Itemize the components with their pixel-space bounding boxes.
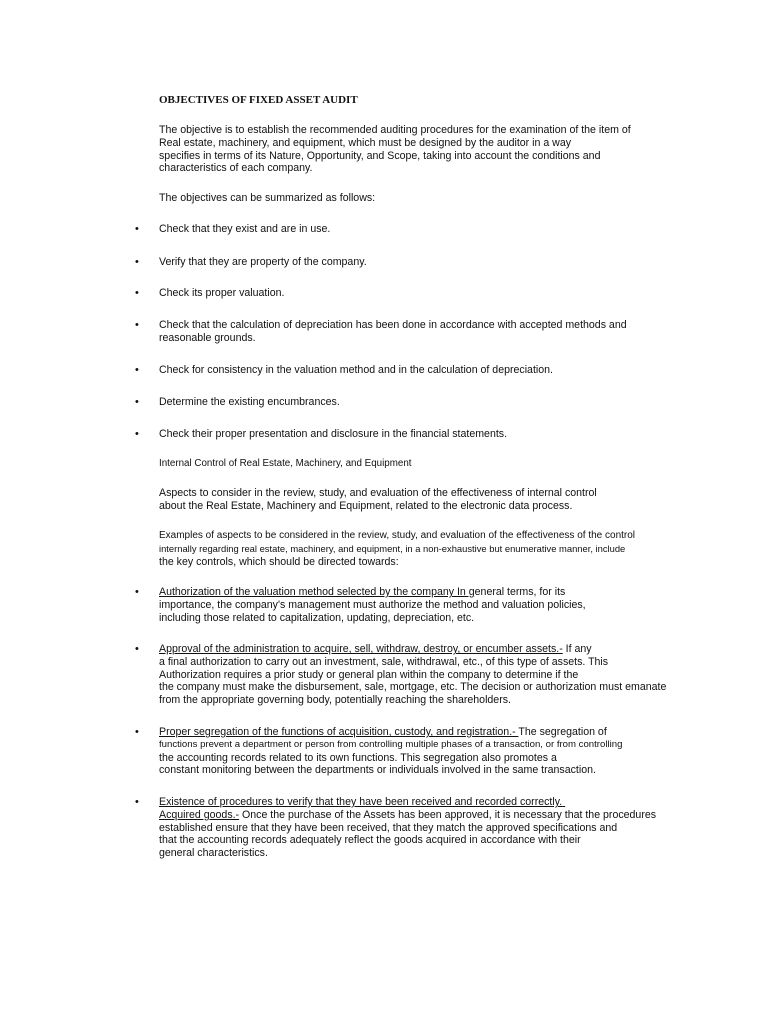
objective-item [159,287,699,300]
control-item [159,643,699,707]
objective-item [159,223,699,236]
control-item [159,586,699,624]
objective-line: Check that they exist and are in use. [159,223,331,235]
control-subheading: Acquired goods.- [159,808,240,821]
section-subheading: Internal Control of Real Estate, Machinery, and Equipment [159,458,412,469]
control-text: eneral terms, for its [474,586,566,598]
intro-line: The objective is to establish the recommended auditing procedures for the examination of the item of [159,124,631,136]
intro-line: Real estate, machinery, and equipment, which must be designed by the auditor in a way [159,136,572,149]
page-title: OBJECTIVES OF FIXED ASSET AUDIT [159,94,358,106]
bullet-marker: • [135,643,139,655]
control-line: functions prevent a department or person from controlling multiple phases of a transaction, or from controlling [159,738,623,750]
control-item [159,726,699,777]
control-text: If any [562,643,592,655]
control-line: the company must make the disbursement, sale, mortgage, etc. The decision or authorization must emanate [159,681,667,694]
control-line: importance, the company's management must authorize the method and valuation policies, [159,598,586,611]
bullet-marker: • [135,223,139,235]
objective-item [159,319,699,345]
bullet-marker: • [135,428,139,440]
objective-line: Determine the existing encumbrances. [159,396,340,408]
examples-line: the key controls, which should be directed towards: [159,555,399,568]
objective-line: Verify that they are property of the company. [159,256,367,268]
control-line: established ensure that they have been received, that they match the approved specifications and [159,821,618,834]
control-line: constant monitoring between the departments or individuals involved in the same transaction. [159,764,596,777]
objective-line: Check that the calculation of depreciation has been done in accordance with accepted methods and [159,319,627,331]
bullet-marker: • [135,796,139,808]
control-line: general characteristics. [159,847,268,860]
bullet-marker: • [135,319,139,331]
bullet-marker: • [135,364,139,376]
control-line: from the appropriate governing body, potentially reaching the shareholders. [159,694,511,707]
aspects-line: about the Real Estate, Machinery and Equipment, related to the electronic data process. [159,499,573,512]
aspects-line: Aspects to consider in the review, study, and evaluation of the effectiveness of internal control [159,487,597,499]
intro-line: specifies in terms of its Nature, Opportunity, and Scope, taking into account the conditions and [159,149,601,162]
objective-item [159,364,699,377]
control-heading: Approval of the administration to acquire, sell, withdraw, destroy, or encumber assets.- [159,643,563,655]
bullet-marker: • [135,586,139,598]
control-heading: Proper segregation of the functions of acquisition, custody, and registration.- [159,726,519,738]
objective-line: Check its proper valuation. [159,287,285,299]
control-line: the accounting records related to its own functions. This segregation also promotes a [159,751,557,764]
control-line: that the accounting records adequately reflect the goods acquired in accordance with their [159,834,581,847]
control-text: The segregation of [518,726,607,738]
examples-paragraph [159,530,699,568]
bullet-marker: • [135,396,139,408]
objective-item [159,428,699,441]
control-line: Authorization requires a prior study or general plan within the company to determine if the [159,668,579,681]
objective-item [159,256,699,269]
objective-line: reasonable grounds. [159,331,256,344]
objective-item [159,396,699,409]
control-heading: Existence of procedures to verify that they have been received and recorded correctly. [159,796,563,808]
objective-line: Check their proper presentation and disclosure in the financial statements. [159,428,508,440]
bullet-marker: • [135,726,139,738]
examples-line: Examples of aspects to be considered in the review, study, and evaluation of the effectiveness of the control [159,530,636,541]
intro-line: characteristics of each company. [159,162,313,175]
summary-intro: The objectives can be summarized as follows: [159,192,376,204]
control-line: including those related to capitalization, updating, depreciation, etc. [159,611,475,624]
underline-blank [562,796,640,809]
bullet-marker: • [135,287,139,299]
control-line: a final authorization to carry out an investment, sale, withdrawal, etc., of this type of assets. This [159,655,609,668]
control-text: Once the purchase of the Assets has been approved, it is necessary that the procedures [239,808,657,821]
control-heading: Authorization of the valuation method selected by the company In g [159,586,475,598]
aspects-paragraph [159,487,699,513]
examples-line: internally regarding real estate, machinery, and equipment, in a non-exhaustive but enumerative manner, include [159,542,626,554]
objective-line: Check for consistency in the valuation method and in the calculation of depreciation. [159,364,553,376]
intro-paragraph [159,124,699,175]
control-item [159,796,699,860]
bullet-marker: • [135,256,139,268]
